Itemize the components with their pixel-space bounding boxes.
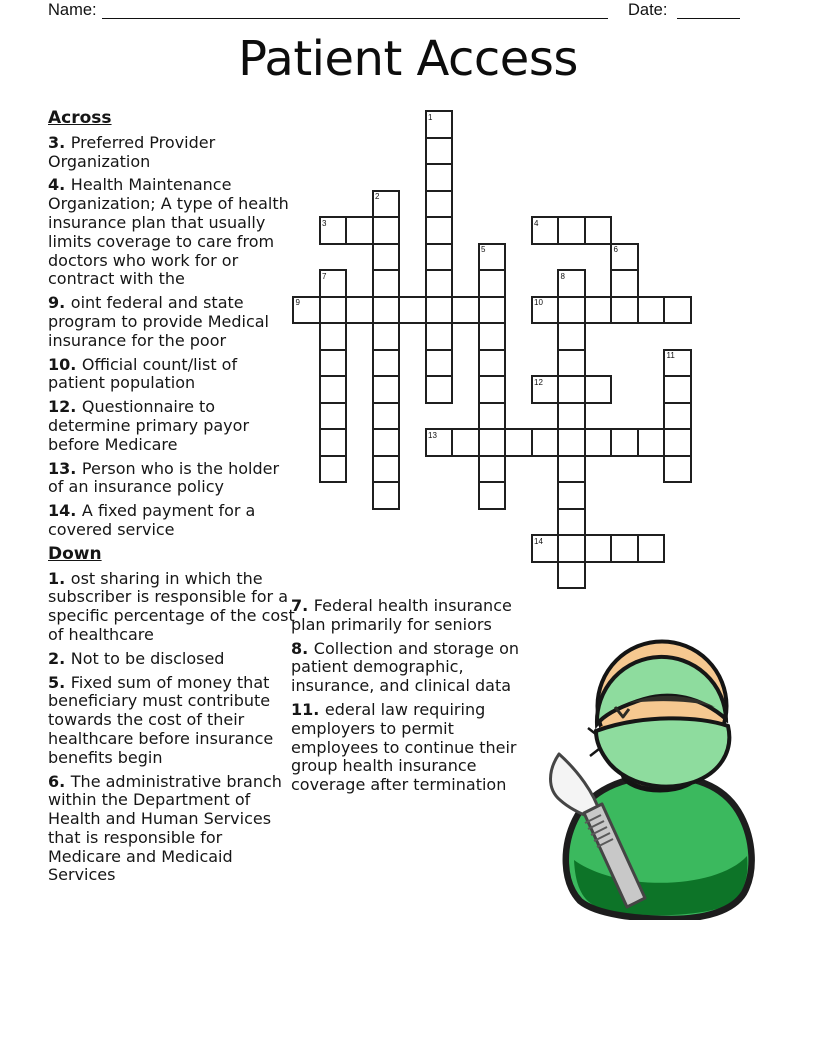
grid-cell-2 xyxy=(372,190,401,219)
grid-cell xyxy=(345,296,374,325)
clue-2 xyxy=(48,650,295,669)
grid-cell-8 xyxy=(557,269,586,298)
grid-cell xyxy=(425,216,454,245)
clue-number: 6. xyxy=(48,771,71,791)
grid-cell-number: 1 xyxy=(428,112,433,122)
grid-cell xyxy=(584,216,613,245)
grid-cell xyxy=(425,190,454,219)
clue-text: A fixed payment for a covered service xyxy=(48,501,256,539)
clue-10 xyxy=(48,356,295,394)
grid-cell-number: 11 xyxy=(666,351,675,360)
down-clue-list-left xyxy=(48,570,295,886)
clue-number: 10. xyxy=(48,354,82,374)
grid-cell xyxy=(637,428,666,457)
grid-cell-9 xyxy=(292,296,321,325)
grid-cell-10 xyxy=(531,296,560,325)
grid-cell-number: 12 xyxy=(534,377,543,387)
grid-cell-3 xyxy=(319,216,348,245)
date-fill-line xyxy=(677,3,740,19)
grid-cell-12 xyxy=(531,375,560,404)
clue-text: Federal health insurance plan primarily for seniors xyxy=(291,596,512,634)
grid-cell xyxy=(504,428,533,457)
grid-cell xyxy=(345,216,374,245)
grid-cell xyxy=(425,322,454,351)
grid-cell xyxy=(319,428,348,457)
grid-cell xyxy=(478,481,507,510)
grid-cell xyxy=(584,296,613,325)
grid-cell-number: 5 xyxy=(481,245,486,254)
grid-cell xyxy=(663,402,692,431)
grid-cell xyxy=(557,402,586,431)
clue-number: 9. xyxy=(48,293,71,313)
clue-13 xyxy=(48,460,295,498)
grid-cell xyxy=(584,534,613,563)
clue-number: 8. xyxy=(291,638,314,658)
grid-cell-number: 10 xyxy=(534,298,543,307)
grid-cell-1 xyxy=(425,110,454,139)
grid-cell xyxy=(478,349,507,378)
grid-cell xyxy=(398,296,427,325)
clues-left-column xyxy=(48,109,295,890)
across-heading: Across xyxy=(48,108,112,128)
grid-cell xyxy=(557,561,586,590)
clue-5 xyxy=(48,674,295,768)
grid-cell xyxy=(372,243,401,272)
grid-cell-number: 9 xyxy=(295,298,300,307)
clue-number: 12. xyxy=(48,397,82,417)
grid-cell xyxy=(372,349,401,378)
grid-cell xyxy=(319,349,348,378)
clue-number: 13. xyxy=(48,458,82,478)
grid-cell xyxy=(425,296,454,325)
clue-text: Collection and storage on patient demographic, insurance, and clinical data xyxy=(291,638,519,696)
grid-cell xyxy=(610,428,639,457)
grid-cell xyxy=(425,375,454,404)
down-heading: Down xyxy=(48,543,102,564)
clue-number: 1. xyxy=(48,568,71,588)
grid-cell xyxy=(425,137,454,166)
clue-text: Questionnaire to determine primary payor before Medicare xyxy=(48,397,250,454)
clue-number: 2. xyxy=(48,648,71,668)
grid-cell xyxy=(610,296,639,325)
grid-cell xyxy=(319,296,348,325)
grid-cell-14 xyxy=(531,534,560,563)
grid-cell xyxy=(584,375,613,404)
grid-cell xyxy=(584,428,613,457)
grid-cell xyxy=(663,375,692,404)
grid-cell xyxy=(637,534,666,563)
grid-cell xyxy=(478,455,507,484)
clue-number: 5. xyxy=(48,672,71,692)
grid-cell-number: 7 xyxy=(322,271,327,281)
grid-cell xyxy=(319,455,348,484)
clue-text: Health Maintenance Organization; A type of health insurance plan that usually limits coverage to care from doctors who work for or contract with the xyxy=(48,175,289,289)
clues-middle-column xyxy=(291,597,538,800)
clue-8 xyxy=(291,640,538,696)
grid-cell xyxy=(425,349,454,378)
clue-text: Person who is the holder of an insurance policy xyxy=(48,458,280,497)
grid-cell-number: 8 xyxy=(560,271,565,281)
grid-cell xyxy=(372,402,401,431)
grid-cell xyxy=(425,269,454,298)
grid-cell xyxy=(451,428,480,457)
grid-cell-number: 3 xyxy=(322,218,327,228)
grid-cell-5 xyxy=(478,243,507,272)
grid-cell-6 xyxy=(610,243,639,272)
grid-cell xyxy=(557,428,586,457)
clue-text: Not to be disclosed xyxy=(70,648,225,668)
grid-cell xyxy=(478,322,507,351)
grid-cell xyxy=(557,375,586,404)
grid-cell xyxy=(425,163,454,192)
grid-cell-number: 4 xyxy=(534,218,539,228)
grid-cell-number: 2 xyxy=(375,192,380,201)
grid-cell xyxy=(372,269,401,298)
clue-text: ost sharing in which the subscriber is responsible for a specific percentage of the cost of healthcare xyxy=(48,568,295,644)
grid-cell xyxy=(663,296,692,325)
clue-text: The administrative branch within the Department of Health and Human Services that is responsible for Medicare and Medicaid Services xyxy=(48,771,282,885)
grid-cell xyxy=(372,322,401,351)
grid-cell xyxy=(531,428,560,457)
grid-cell xyxy=(663,428,692,457)
clue-9 xyxy=(48,294,295,350)
grid-cell xyxy=(557,455,586,484)
grid-cell xyxy=(319,402,348,431)
surgeon-clipart xyxy=(540,620,816,920)
grid-cell-7 xyxy=(319,269,348,298)
grid-cell-11 xyxy=(663,349,692,378)
grid-cell-4 xyxy=(531,216,560,245)
clue-12 xyxy=(48,398,295,454)
grid-cell xyxy=(557,534,586,563)
grid-cell xyxy=(610,534,639,563)
grid-cell xyxy=(372,455,401,484)
grid-cell xyxy=(372,216,401,245)
name-label: Name: xyxy=(48,1,97,19)
grid-cell xyxy=(478,402,507,431)
down-clue-list-right xyxy=(291,597,538,795)
clue-6 xyxy=(48,773,295,886)
clue-number: 14. xyxy=(48,501,82,521)
clue-number: 7. xyxy=(291,596,314,615)
grid-cell-number: 13 xyxy=(428,430,437,440)
grid-cell xyxy=(557,296,586,325)
grid-cell xyxy=(557,322,586,351)
clue-text: oint federal and state program to provide Medical insurance for the poor xyxy=(48,293,269,350)
date-label: Date: xyxy=(628,1,668,19)
clue-number: 4. xyxy=(48,175,71,195)
clue-14 xyxy=(48,502,295,540)
grid-cell-number: 14 xyxy=(534,536,543,546)
grid-cell xyxy=(637,296,666,325)
grid-cell xyxy=(372,375,401,404)
surgeon-mask xyxy=(596,718,729,786)
grid-cell xyxy=(557,481,586,510)
grid-cell xyxy=(557,216,586,245)
clue-text: Official count/list of patient population xyxy=(48,354,238,393)
clue-text: Preferred Provider Organization xyxy=(48,132,216,171)
grid-cell xyxy=(478,296,507,325)
grid-cell xyxy=(372,296,401,325)
clue-7 xyxy=(291,597,538,635)
grid-cell-number: 6 xyxy=(613,245,618,254)
grid-cell xyxy=(478,428,507,457)
grid-cell xyxy=(372,428,401,457)
grid-cell xyxy=(425,243,454,272)
name-fill-line xyxy=(102,3,608,19)
clue-11 xyxy=(291,701,538,795)
clue-number: 3. xyxy=(48,132,71,152)
clue-text: Fixed sum of money that beneficiary must contribute towards the cost of their healthcare before insurance benefits begin xyxy=(48,672,274,767)
clue-number: 11. xyxy=(291,699,325,719)
grid-cell-13 xyxy=(425,428,454,457)
across-clue-list xyxy=(48,134,295,540)
clue-1 xyxy=(48,570,295,645)
clue-3 xyxy=(48,134,295,172)
grid-cell xyxy=(319,375,348,404)
grid-cell xyxy=(557,508,586,537)
grid-cell xyxy=(478,375,507,404)
grid-cell xyxy=(451,296,480,325)
clue-text: ederal law requiring employers to permit employees to continue their group health insurance coverage after termination xyxy=(291,699,517,795)
grid-cell xyxy=(557,349,586,378)
grid-cell xyxy=(319,322,348,351)
grid-cell xyxy=(663,455,692,484)
grid-cell xyxy=(372,481,401,510)
grid-cell xyxy=(610,269,639,298)
grid-cell xyxy=(478,269,507,298)
clue-4 xyxy=(48,176,295,289)
page-title: Patient Access xyxy=(238,31,578,87)
